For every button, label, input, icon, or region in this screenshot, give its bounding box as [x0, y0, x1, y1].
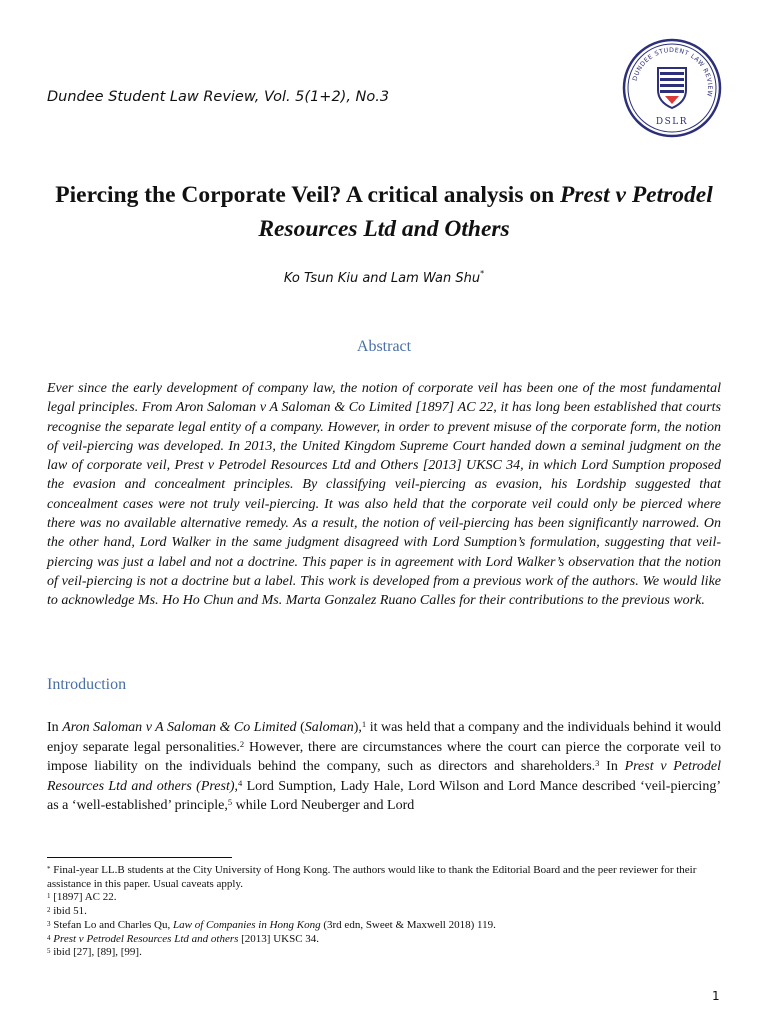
abstract-heading: Abstract: [356, 338, 412, 355]
dslr-seal-logo: [622, 38, 722, 138]
article-title: [40, 178, 728, 246]
svg-text:DUNDEE STUDENT LAW REVIEW: DUNDEE STUDENT LAW REVIEW: [631, 46, 714, 98]
author-names: Ko Tsun Kiu and Lam Wan Shu: [283, 271, 481, 286]
author-line: [0, 271, 768, 286]
page-number: 1: [712, 989, 720, 1003]
abstract-text: Ever since the early development of company law, the notion of corporate veil has been one of the most fundamental legal principles. From Aron Saloman v A Saloman & Co Limited [1897] AC 22, it has long been established that courts recognise the separate legal entity of a company. However, in order to prevent misuse of the corporate form, the notion of veil-piercing was developed. In 2013, the United Kingdom Supreme Court handed down a seminal judgment on the law of corporate veil, Prest v Petrodel Resources Ltd and Others [2013] UKSC 34, in which Lord Sumption proposed the evasion and concealment principles. By classifying veil-piercing as evasion, his Lordship suggested that concealment cases were not truly veil-piercing. It was also held that the corporate veil could only be pierced where there was no available alternative remedy. As a result, the notion of veil-piercing has been significantly narrowed. On the other hand, Lord Walker in the same judgment disagreed with Lord Sumption’s formulation, suggesting that veil-piercing was just a label and not a doctrine. This paper is in agreement with Lord Walker’s observation that the notion of veil-piercing is not a doctrine but a label. This work is developed from a previous work of the authors. We would like to acknowledge Ms. Ho Ho Chun and Ms. Marta Gonzalez Ruano Calles for their contributions to the previous work.: [47, 381, 721, 609]
footnote: $^1$ [1897] AC 22.: [47, 891, 117, 904]
svg-text:DSLR: DSLR: [655, 117, 689, 127]
case-short-name: Saloman: [304, 720, 354, 735]
journal-header: Dundee Student Law Review, Vol. 5(1+2), No.3: [47, 89, 390, 105]
introduction-heading: Introduction: [47, 676, 127, 693]
introduction-paragraph: In Aron Saloman v A Saloman & Co Limited (Saloman),$^1$ it was held that a company and the individuals behind it would enjoy separate legal personalities.$^2$ However, there are circumstances where the court can pierce the corporate veil to impose liability on the individuals behind the company, such as directors and shareholders.$^3$ In Prest v Petrodel Resources Ltd and others (Prest),$^4$ Lord Sumption, Lady Hale, Lord Wilson and Lord Mance described ‘veil-piercing’ as a ‘well-established’ principle,$^5$ while Lord Neuberger and Lord: [47, 719, 721, 813]
footnote-divider: [47, 857, 232, 858]
title-main: Piercing the Corporate Veil? A critical analysis on: [55, 182, 561, 208]
footnote-ref: 1: [361, 719, 367, 729]
footnote: $^5$ ibid [27], [89], [99].: [47, 946, 142, 959]
author-footnote-marker: *: [480, 269, 485, 278]
case-citation: Prest v Petrodel Resources Ltd and others (Prest): [47, 759, 721, 794]
case-citation: Aron Saloman v A Saloman & Co Limited: [62, 720, 297, 735]
footnote: $^3$ Stefan Lo and Charles Qu, Law of Companies in Hong Kong (3rd edn, Sweet & Maxwell 2018) 119.: [47, 918, 496, 931]
footnote-ref: 4: [238, 777, 243, 788]
footnote-ref: 2: [239, 738, 245, 749]
footnote: * Final-year LL.B students at the City University of Hong Kong. The authors would like to thank the Editorial Board and the peer reviewer for their assistance in this paper. Usual caveats apply.: [47, 864, 697, 890]
footnote-ref: 5: [227, 797, 233, 807]
footnote: $^4$ Prest v Petrodel Resources Ltd and others [2013] UKSC 34.: [47, 932, 320, 945]
footnote: $^2$ ibid 51.: [47, 905, 87, 918]
footnotes: [47, 864, 721, 960]
footnote-ref: 3: [595, 758, 600, 768]
title-case-name: Prest v Petrodel Resources Ltd and Others: [258, 182, 713, 242]
